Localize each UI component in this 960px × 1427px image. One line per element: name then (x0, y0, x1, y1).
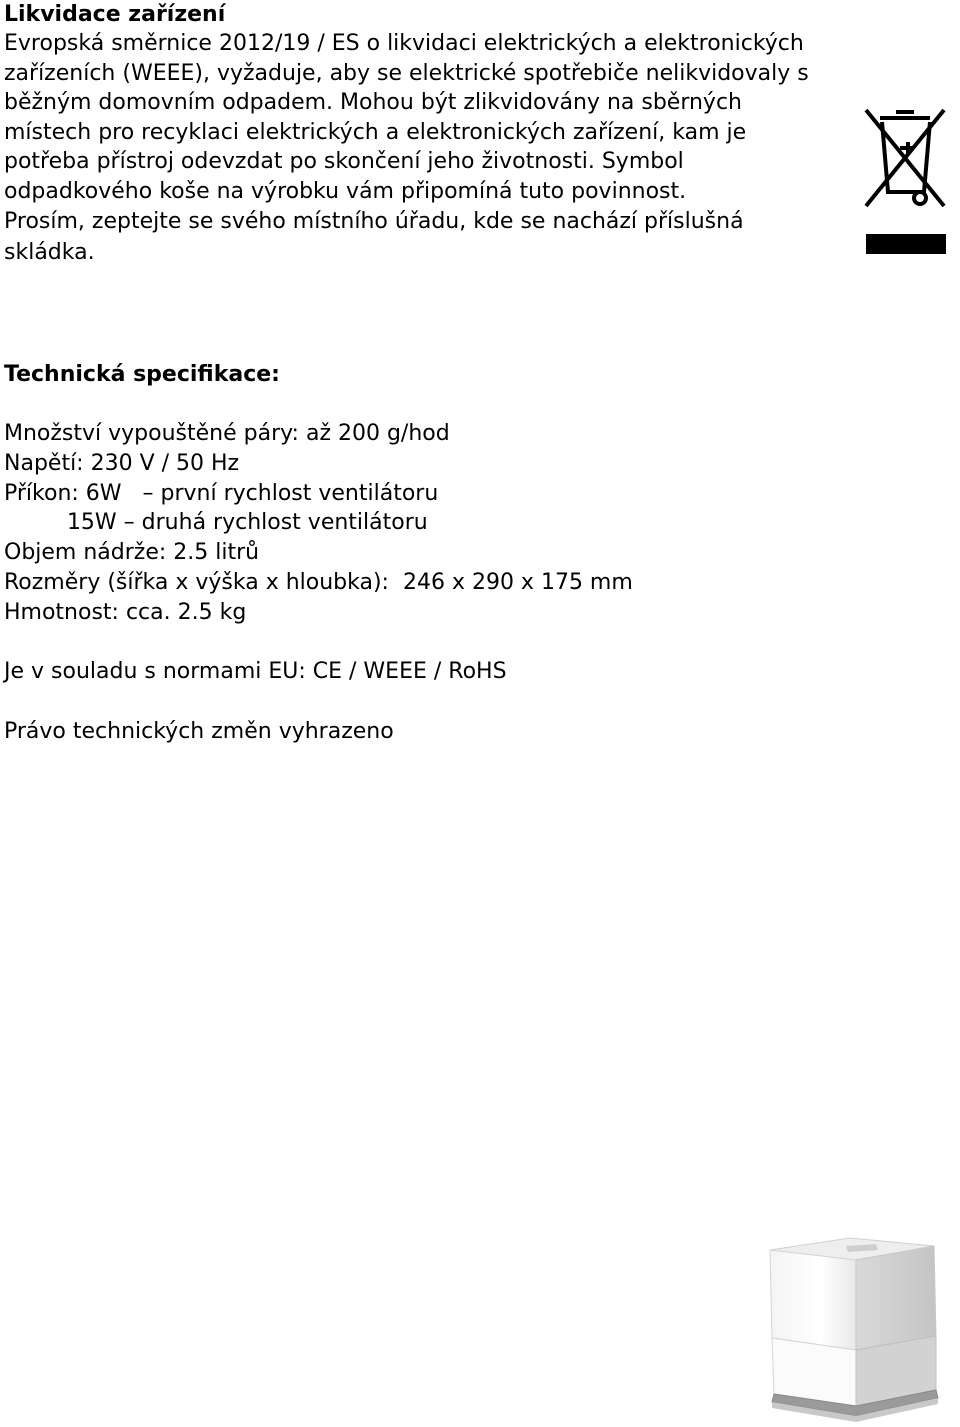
spec-line: 15W – druhá rychlost ventilátoru (4, 510, 428, 535)
humidifier-product-image (756, 1210, 956, 1425)
disposal-text-line: zařízeních (WEEE), vyžaduje, aby se elektrické spotřebiče nelikvidovaly s (4, 61, 809, 86)
disposal-text-line: běžným domovním odpadem. Mohou být zlikvidovány na sběrných (4, 90, 742, 115)
disposal-text-line: místech pro recyklaci elektrických a elektronických zařízení, kam je (4, 120, 747, 145)
disposal-title: Likvidace zařízení (4, 2, 226, 27)
crossed-out-wheelie-bin-icon (858, 102, 954, 262)
disposal-text-line: skládka. (4, 240, 95, 265)
spec-line: Příkon: 6W – první rychlost ventilátoru (4, 481, 439, 506)
spec-line: Množství vypouštěné páry: až 200 g/hod (4, 421, 450, 446)
spec-title: Technická specifikace: (4, 362, 280, 387)
compliance-text: Je v souladu s normami EU: CE / WEEE / RoHS (4, 659, 507, 684)
disposal-text-line: odpadkového koše na výrobku vám připomíná tuto povinnost. (4, 179, 687, 204)
spec-line: Hmotnost: cca. 2.5 kg (4, 600, 247, 625)
spec-line: Objem nádrže: 2.5 litrů (4, 540, 260, 565)
spec-line: Rozměry (šířka x výška x hloubka): 246 x 290 x 175 mm (4, 570, 633, 595)
disposal-text-line: potřeba přístroj odevzdat po skončení jeho životnosti. Symbol (4, 149, 684, 174)
disposal-text-line: Prosím, zeptejte se svého místního úřadu, kde se nachází příslušná (4, 209, 744, 234)
rights-text: Právo technických změn vyhrazeno (4, 719, 394, 744)
disposal-text-line: Evropská směrnice 2012/19 / ES o likvidaci elektrických a elektronických (4, 31, 804, 56)
spec-line: Napětí: 230 V / 50 Hz (4, 451, 240, 476)
